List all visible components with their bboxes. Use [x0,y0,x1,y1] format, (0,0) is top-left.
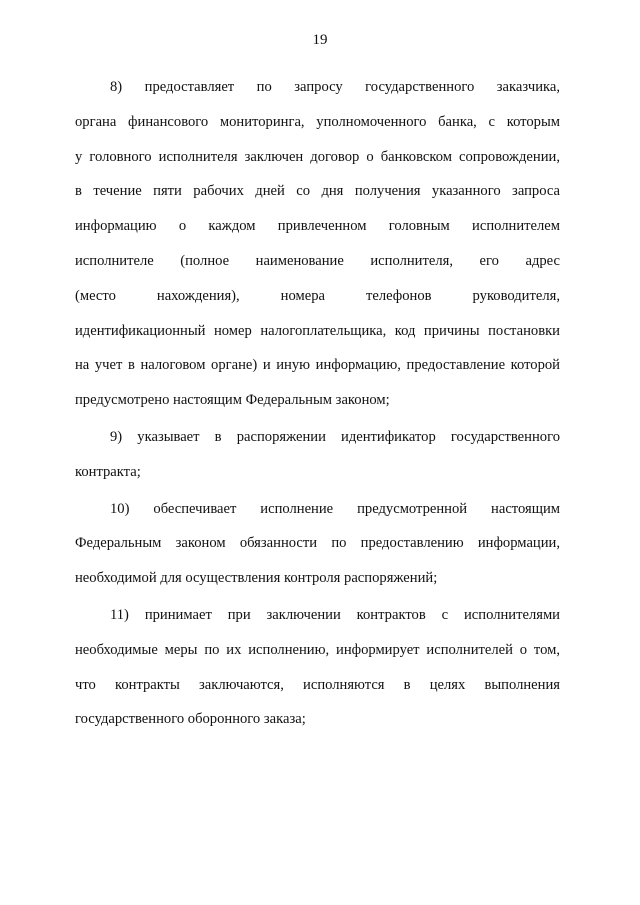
page-number: 19 [312,32,328,48]
text-line: необходимые меры по их исполнению, информирует исполнителей о том, [75,641,560,658]
text-line: контракта; [75,463,141,480]
text-line: 9) указывает в распоряжении идентификатор государственного [110,428,560,445]
text-line: информацию о каждом привлеченном головным исполнителем [75,218,560,235]
paragraph-10 [75,492,560,596]
text-line: Федеральным законом обязанности по предоставлению информации, [75,535,560,552]
text-line: в течение пяти рабочих дней со дня получения указанного запроса [75,183,560,200]
text-line: необходимой для осуществления контроля распоряжений; [75,570,438,587]
text-line: 10) обеспечивает исполнение предусмотренной настоящим [110,500,560,517]
text-line: (место нахождения), номера телефонов руководителя, [75,287,560,304]
document-body [75,70,560,739]
text-line: органа финансового мониторинга, уполномоченного банка, с которым [75,113,560,130]
text-line: идентификационный номер налогоплательщика, код причины постановки [75,322,560,339]
text-line: 11) принимает при заключении контрактов с исполнителями [110,606,560,623]
text-line: на учет в налоговом органе) и иную информацию, предоставление которой [75,357,560,374]
text-line: 8) предоставляет по запросу государственного заказчика, [110,79,560,95]
paragraph-8 [75,70,560,418]
paragraph-9 [75,420,560,490]
text-line: государственного оборонного заказа; [75,711,306,728]
text-line: исполнителе (полное наименование исполнителя, его адрес [75,252,560,269]
paragraph-11 [75,598,560,737]
text-line: у головного исполнителя заключен договор о банковском сопровождении, [75,148,560,165]
text-line: предусмотрено настоящим Федеральным законом; [75,392,390,409]
text-line: что контракты заключаются, исполняются в целях выполнения [75,676,560,693]
